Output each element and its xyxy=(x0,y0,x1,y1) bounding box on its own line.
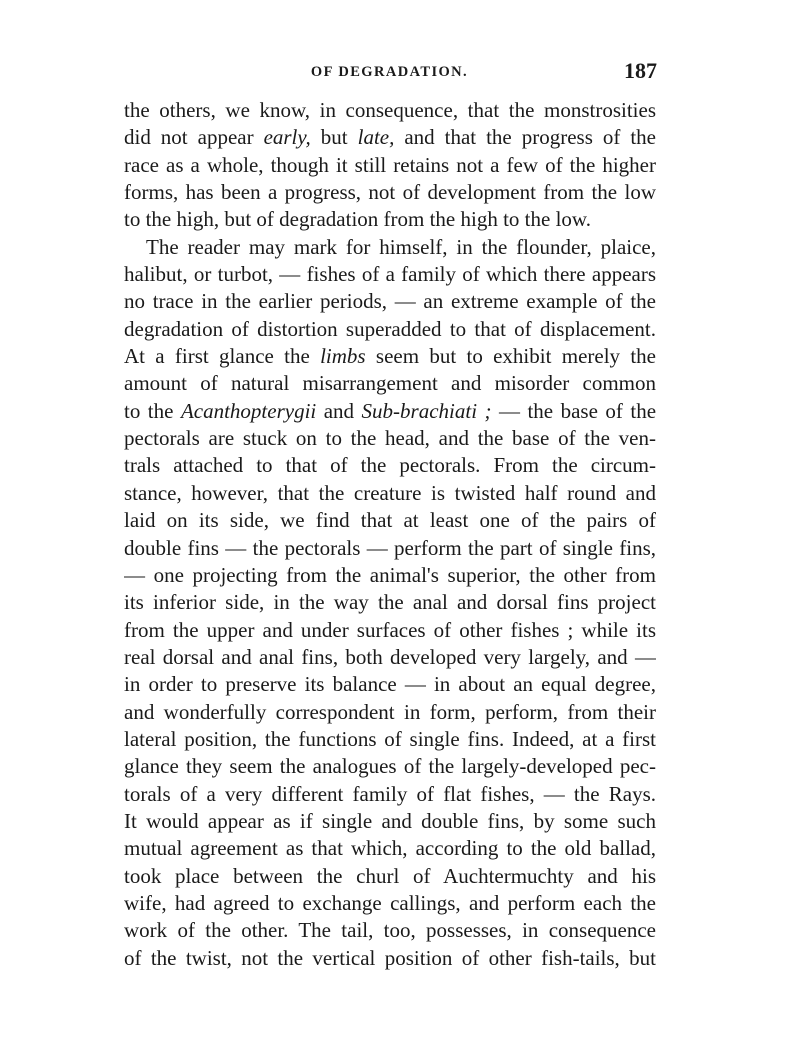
text-segment: At a first glance the xyxy=(124,344,321,369)
text-line xyxy=(124,370,656,397)
text-line xyxy=(124,562,656,589)
text-segment: real dorsal and anal fins, both developed very largely, and — xyxy=(124,644,656,669)
text-segment: double fins — the pectorals — perform the part of single fins, xyxy=(124,535,656,560)
text-segment: — one projecting from the animal's superior, the other from xyxy=(124,562,656,587)
text-segment: and wonderfully correspondent in form, perform, from their xyxy=(124,699,656,724)
text-segment: trals attached to that of the pectorals. From the circum- xyxy=(124,453,656,478)
text-segment: forms, has been a progress, not of development from the low xyxy=(124,180,656,205)
text-line xyxy=(124,671,656,698)
text-segment: in order to preserve its balance — in about an equal degree, xyxy=(124,672,656,697)
text-line xyxy=(124,152,656,179)
text-line xyxy=(124,699,656,726)
text-line xyxy=(124,124,656,151)
text-segment: and that the progress of the xyxy=(394,125,656,150)
text-segment: and xyxy=(316,398,362,423)
text-line xyxy=(124,945,656,972)
italic-term: Sub-brachiati ; xyxy=(361,398,492,423)
text-line xyxy=(124,890,656,917)
italic-term: late, xyxy=(357,125,395,150)
text-line xyxy=(124,261,656,288)
text-segment: glance they seem the analogues of the largely-developed pec- xyxy=(124,754,656,779)
italic-term: limbs xyxy=(320,344,366,369)
text-line xyxy=(124,452,656,479)
text-line xyxy=(124,863,656,890)
running-head-title: OF DEGRADATION. xyxy=(310,64,469,80)
text-line xyxy=(124,835,656,862)
text-segment: to the xyxy=(124,398,181,423)
text-line xyxy=(124,206,656,233)
text-segment: but xyxy=(310,125,358,150)
text-segment: mutual agreement as that which, according to the old ballad, xyxy=(124,836,656,861)
text-segment: to the high, but of degradation from the high to the low. xyxy=(124,207,591,232)
text-segment: The reader may mark for himself, in the flounder, plaice, xyxy=(146,234,656,259)
text-segment: stance, however, that the creature is twisted half round and xyxy=(124,480,656,505)
text-line xyxy=(124,398,656,425)
text-segment: from the upper and under surfaces of other fishes ; while its xyxy=(124,617,656,642)
running-head xyxy=(122,58,657,88)
text-line xyxy=(124,507,656,534)
text-segment: took place between the churl of Auchtermuchty and his xyxy=(124,863,656,888)
text-line xyxy=(124,808,656,835)
text-segment: torals of a very different family of flat fishes, — the Rays. xyxy=(124,781,656,806)
text-line xyxy=(124,316,656,343)
body-text xyxy=(124,97,656,972)
text-line xyxy=(124,179,656,206)
text-segment: amount of natural misarrangement and misorder common xyxy=(124,371,656,396)
text-line xyxy=(124,753,656,780)
text-segment: halibut, or turbot, — fishes of a family of which there appears xyxy=(124,262,656,287)
text-line xyxy=(124,617,656,644)
text-line xyxy=(124,535,656,562)
text-segment: of the twist, not the vertical position of other fish-tails, but xyxy=(124,945,656,970)
text-segment: wife, had agreed to exchange callings, and perform each the xyxy=(124,890,656,915)
italic-term: early, xyxy=(263,125,311,150)
text-segment: did not appear xyxy=(124,125,264,150)
text-line xyxy=(124,644,656,671)
text-line xyxy=(124,288,656,315)
italic-term: Acanthopterygii xyxy=(180,398,317,423)
text-segment: race as a whole, though it still retains not a few of the higher xyxy=(124,152,656,177)
text-segment: lateral position, the functions of single fins. Indeed, at a first xyxy=(124,726,656,751)
text-segment: its inferior side, in the way the anal and dorsal fins project xyxy=(124,590,656,615)
text-line xyxy=(124,726,656,753)
text-segment: seem but to exhibit merely the xyxy=(365,344,656,369)
text-line xyxy=(124,343,656,370)
text-line xyxy=(124,781,656,808)
text-line xyxy=(124,425,656,452)
text-segment: work of the other. The tail, too, possesses, in consequence xyxy=(124,918,656,943)
text-segment: laid on its side, we find that at least one of the pairs of xyxy=(124,508,656,533)
text-line xyxy=(124,234,656,261)
text-segment: — the base of the xyxy=(491,398,656,423)
text-line xyxy=(124,917,656,944)
text-segment: It would appear as if single and double fins, by some such xyxy=(124,808,656,833)
text-segment: degradation of distortion superadded to that of displacement. xyxy=(124,316,656,341)
text-segment: no trace in the earlier periods, — an extreme example of the xyxy=(124,289,656,314)
text-segment: pectorals are stuck on to the head, and the base of the ven- xyxy=(124,426,656,451)
text-line xyxy=(124,480,656,507)
text-segment: the others, we know, in consequence, that the monstrosities xyxy=(124,98,656,122)
text-line xyxy=(124,97,656,124)
page-number: 187 xyxy=(624,58,657,83)
text-line xyxy=(124,589,656,616)
